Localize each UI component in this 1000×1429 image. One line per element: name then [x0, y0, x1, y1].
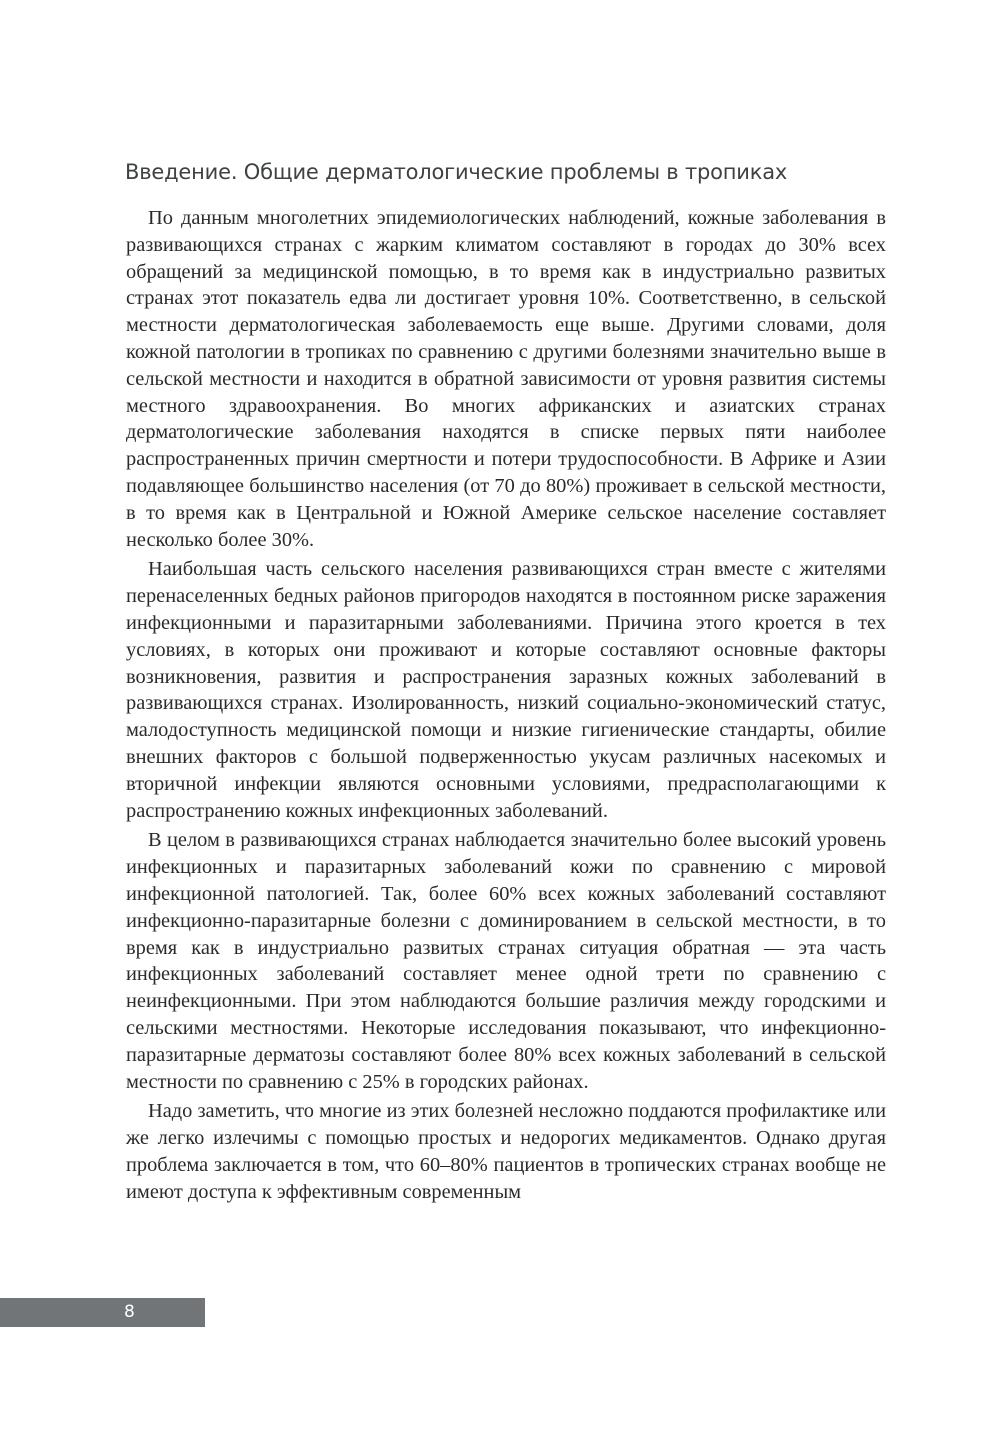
paragraph-1: По данным многолетних эпидемиологических наблюдений, кожные заболевания в развивающихся странах с жарким климатом составляют в городах до 30% всех обращений за медицинской помощью, в то время как в индустриально развитых странах этот показатель едва ли достигает уровня 10%. Соответственно, в сельской местности дерматологическая заболеваемость еще выше. Другими словами, доля кожной патологии в тропиках по сравнению с другими болезнями значительно выше в сельской местности и находится в обратной зависимости от уровня развития системы местного здравоохранения. Во многих африканских и азиатских странах дерматологические заболевания находятся в списке первых пяти наиболее распространенных причин смертности и потери трудоспособности. В Африке и Азии подавляющее большинство населения (от 70 до 80%) проживает в сельской местности, в то время как в Центральной и Южной Америке сельское население составляет несколько более 30%. — [126, 207, 886, 551]
page-number-bar — [0, 1298, 205, 1327]
paragraph-4: Надо заметить, что многие из этих болезней несложно поддаются профилактике или же легко излечимы с помощью простых и недорогих медикаментов. Однако другая проблема заключается в том, что 60–80% пациентов в тропических странах вообще не имеют доступа к эффективным современным — [126, 1100, 886, 1203]
body-text — [126, 205, 886, 1208]
paragraph-2: Наибольшая часть сельского населения развивающихся стран вместе с жителями перенаселенных бедных районов пригородов находятся в постоянном риске заражения инфекционными и паразитарными заболеваниями. Причина этого кроется в тех условиях, в которых они проживают и которые составляют основные факторы возникновения, развития и распространения заразных кожных заболеваний в развивающихся странах. Изолированность, низкий социально-экономический статус, малодоступность медицинской помощи и низкие гигиенические стандарты, обилие внешних факторов с большой подверженностью укусам различных насекомых и вторичной инфекции являются основными условиями, предрасполагающими к распространению кожных инфекционных заболеваний. — [126, 558, 886, 822]
section-heading: Введение. Общие дерматологические проблемы в тропиках — [125, 160, 788, 184]
paragraph-3: В целом в развивающихся странах наблюдается значительно более высокий уровень инфекционных и паразитарных заболеваний кожи по сравнению с мировой инфекционной патологией. Так, более 60% всех кожных заболеваний составляют инфекционно-паразитарные болезни с доминированием в сельской местности, в то время как в индустриально развитых странах ситуация обратная — эта часть инфекционных заболеваний составляет менее одной трети по сравнению с неинфекционными. При этом наблюдаются большие различия между городскими и сельскими местностями. Некоторые исследования показывают, что инфекционно-паразитарные дерматозы составляют более 80% всех кожных заболеваний в сельской местности по сравнению с 25% в городских районах. — [126, 829, 886, 1093]
page-number: 8 — [124, 1302, 135, 1322]
